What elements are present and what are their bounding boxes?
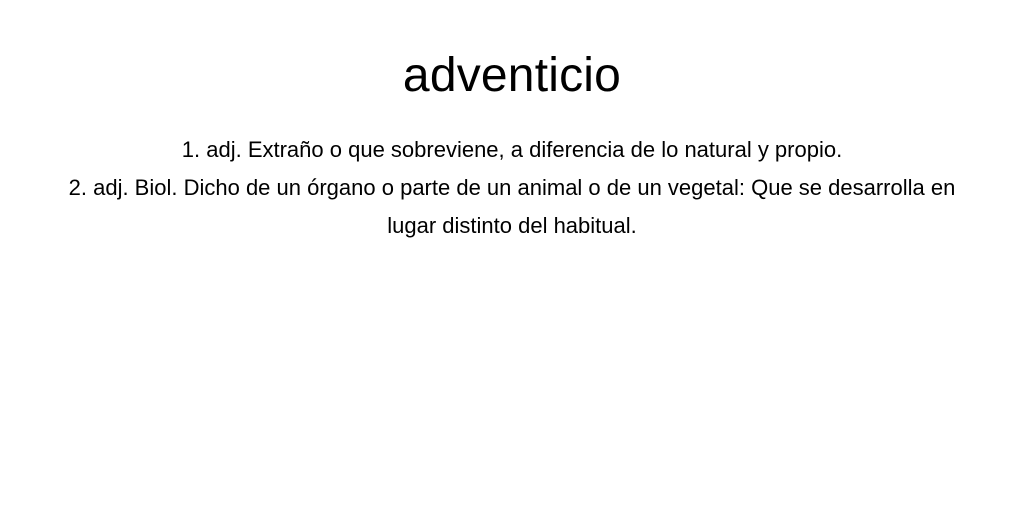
headword: adventicio (402, 49, 622, 102)
definition-list (40, 131, 984, 245)
definition-2: 2. adj. Biol. Dicho de un órgano o parte de un animal o de un vegetal: Que se desarrolla en lugar distinto del habitual. (68, 175, 956, 238)
definition-1: 1. adj. Extraño o que sobreviene, a diferencia de lo natural y propio. (181, 137, 843, 162)
